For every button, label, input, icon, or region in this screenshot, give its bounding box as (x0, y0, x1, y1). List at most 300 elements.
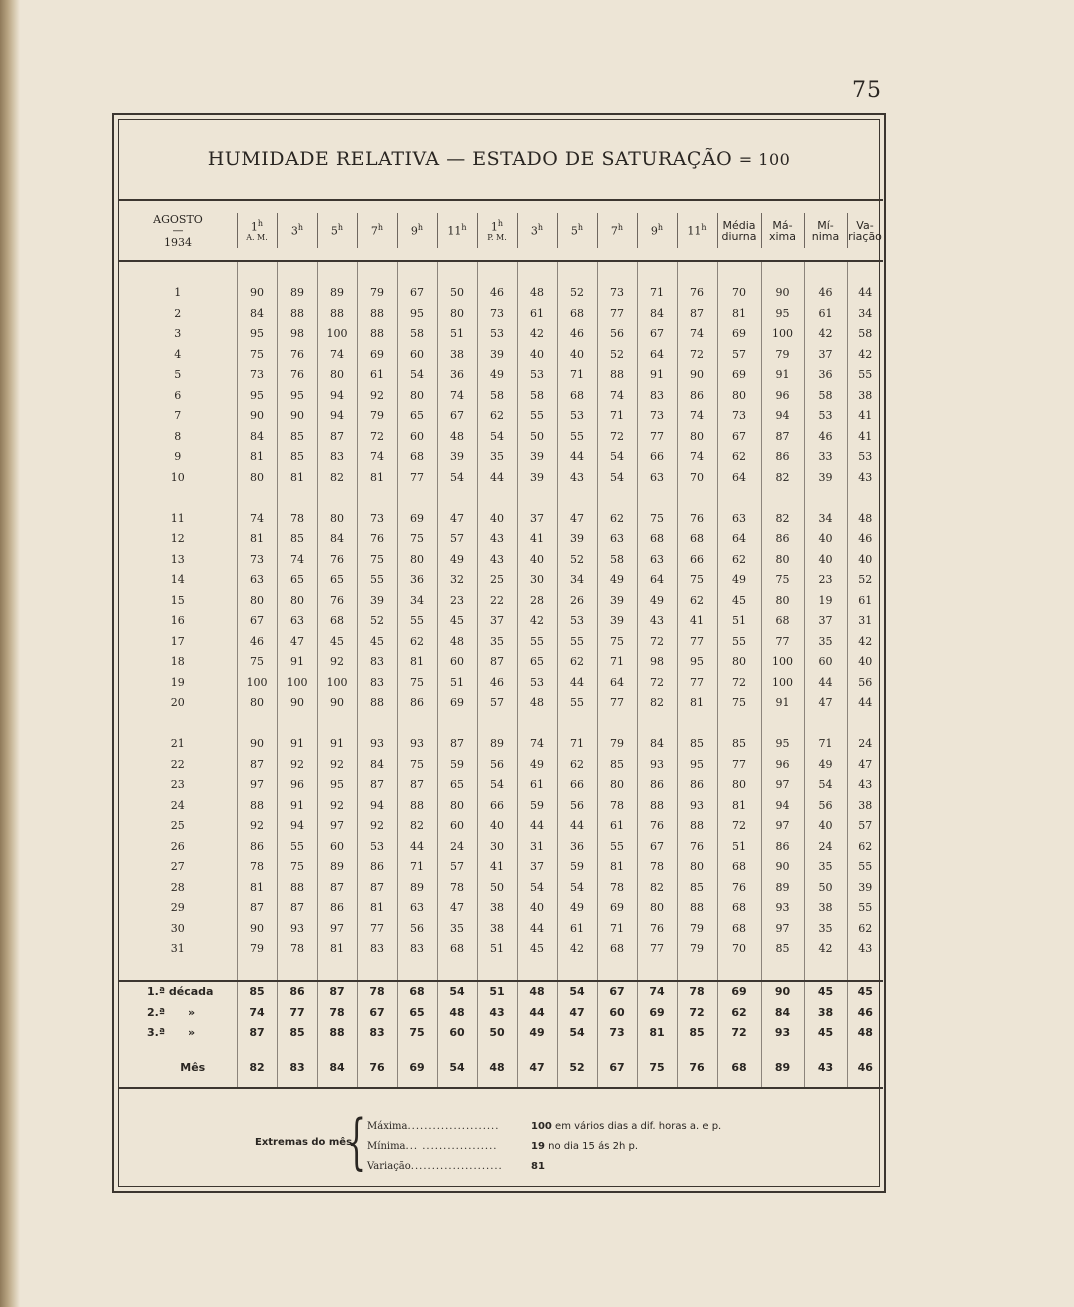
summary-rows (119, 981, 883, 1089)
spacer-cell (717, 959, 761, 981)
value-cell: 88 (237, 795, 277, 816)
value-cell: 86 (677, 775, 717, 796)
value-cell: 24 (804, 836, 847, 857)
summary-value: 54 (437, 1055, 477, 1079)
table-frame-inner (118, 119, 880, 1187)
header-hour-sup: h (701, 223, 707, 233)
value-cell: 62 (477, 406, 517, 427)
spacer-cell (357, 488, 397, 509)
value-cell: 45 (437, 611, 477, 632)
header-row (119, 200, 883, 261)
value-cell: 74 (677, 324, 717, 345)
value-cell: 42 (517, 324, 557, 345)
value-cell: 78 (277, 508, 317, 529)
value-cell: 80 (317, 508, 357, 529)
value-cell: 100 (761, 652, 804, 673)
value-cell: 39 (804, 467, 847, 488)
value-cell: 80 (637, 898, 677, 919)
table-row (119, 734, 883, 755)
value-cell: 77 (717, 754, 761, 775)
value-cell: 91 (277, 734, 317, 755)
spacer-cell (597, 1043, 637, 1055)
spacer-cell (437, 959, 477, 981)
value-cell: 39 (437, 447, 477, 468)
value-cell: 82 (637, 693, 677, 714)
value-cell: 42 (847, 631, 883, 652)
daily-rows (119, 261, 883, 981)
value-cell: 64 (637, 570, 677, 591)
value-cell: 53 (557, 611, 597, 632)
summary-row (119, 1023, 883, 1044)
value-cell: 82 (397, 816, 437, 837)
value-cell: 76 (277, 365, 317, 386)
value-cell: 54 (517, 877, 557, 898)
value-cell: 82 (317, 467, 357, 488)
value-cell: 92 (317, 652, 357, 673)
value-cell: 68 (597, 939, 637, 960)
value-cell: 46 (804, 283, 847, 304)
table-row (119, 836, 883, 857)
value-cell: 86 (637, 775, 677, 796)
value-cell: 41 (847, 406, 883, 427)
spacer-cell (237, 261, 277, 283)
header-col-3 (357, 200, 397, 261)
value-cell: 88 (357, 324, 397, 345)
value-cell: 79 (761, 344, 804, 365)
value-cell: 86 (397, 693, 437, 714)
day-cell: 14 (170, 573, 185, 587)
spacer-row (119, 1079, 883, 1088)
value-cell: 63 (597, 529, 637, 550)
spacer-cell (637, 713, 677, 734)
value-cell: 55 (847, 898, 883, 919)
value-cell: 87 (277, 898, 317, 919)
value-cell: 65 (397, 406, 437, 427)
value-cell: 87 (677, 303, 717, 324)
value-cell: 54 (477, 426, 517, 447)
value-cell: 56 (847, 672, 883, 693)
header-hour-number: 9 (650, 224, 658, 238)
day-cell: 25 (170, 819, 185, 833)
spacer-cell (717, 713, 761, 734)
value-cell: 40 (517, 898, 557, 919)
value-cell: 94 (317, 385, 357, 406)
summary-value: 45 (804, 1023, 847, 1044)
value-cell: 44 (517, 816, 557, 837)
value-cell: 92 (237, 816, 277, 837)
value-cell: 39 (517, 467, 557, 488)
value-cell: 68 (717, 857, 761, 878)
header-hour-number: 11 (447, 224, 462, 238)
table-row (119, 365, 883, 386)
value-cell: 93 (277, 918, 317, 939)
value-cell: 74 (277, 549, 317, 570)
value-cell: 87 (317, 877, 357, 898)
value-cell: 82 (637, 877, 677, 898)
value-cell: 95 (397, 303, 437, 324)
header-col-1 (277, 200, 317, 261)
value-cell: 39 (597, 611, 637, 632)
value-cell: 100 (317, 672, 357, 693)
spacer-cell (119, 959, 237, 981)
spacer-cell (277, 261, 317, 283)
value-cell: 51 (437, 324, 477, 345)
value-cell: 49 (717, 570, 761, 591)
value-cell: 84 (237, 426, 277, 447)
value-cell: 32 (437, 570, 477, 591)
value-cell: 30 (477, 836, 517, 857)
table-row (119, 406, 883, 427)
header-hour (397, 223, 437, 238)
value-cell: 89 (477, 734, 517, 755)
value-cell: 38 (847, 795, 883, 816)
spacer-cell (597, 261, 637, 283)
header-hour (637, 223, 677, 238)
spacer-cell (397, 713, 437, 734)
spacer-cell (677, 1043, 717, 1055)
spacer-cell (119, 1079, 237, 1088)
value-cell: 73 (637, 406, 677, 427)
table-frame (112, 113, 886, 1193)
value-cell: 91 (277, 795, 317, 816)
value-cell: 69 (597, 898, 637, 919)
value-cell: 68 (557, 303, 597, 324)
value-cell: 61 (517, 775, 557, 796)
month-extremes (119, 1107, 879, 1179)
value-cell: 60 (804, 652, 847, 673)
value-cell: 68 (397, 447, 437, 468)
spacer-cell (437, 713, 477, 734)
value-cell: 87 (317, 426, 357, 447)
value-cell: 62 (717, 549, 761, 570)
summary-value: 54 (557, 1023, 597, 1044)
table-row (119, 324, 883, 345)
day-cell: 3 (174, 327, 182, 341)
value-cell: 89 (397, 877, 437, 898)
value-cell: 43 (557, 467, 597, 488)
summary-value: 47 (557, 1002, 597, 1023)
value-cell: 38 (477, 918, 517, 939)
header-month-year (119, 200, 237, 261)
value-cell: 67 (717, 426, 761, 447)
extreme-value-2 (531, 1161, 545, 1172)
spacer-cell (557, 488, 597, 509)
extreme-dots: ...................... (410, 1161, 503, 1172)
value-cell: 93 (677, 795, 717, 816)
day-cell: 6 (174, 388, 182, 402)
value-cell: 89 (317, 857, 357, 878)
spacer-cell (277, 1079, 317, 1088)
value-cell: 38 (477, 898, 517, 919)
extreme-name: Mínima (367, 1141, 406, 1152)
summary-value: 73 (597, 1023, 637, 1044)
value-cell: 41 (517, 529, 557, 550)
value-cell: 35 (477, 631, 517, 652)
value-cell: 74 (317, 344, 357, 365)
extreme-note: em vários dias a dif. horas a. e p. (551, 1121, 722, 1132)
value-cell: 67 (237, 611, 277, 632)
value-cell: 98 (277, 324, 317, 345)
value-cell: 93 (397, 734, 437, 755)
value-cell: 80 (277, 590, 317, 611)
header-hour (677, 223, 717, 238)
value-cell: 85 (277, 447, 317, 468)
value-cell: 81 (357, 898, 397, 919)
summary-value: 84 (317, 1055, 357, 1079)
summary-value: 76 (677, 1055, 717, 1079)
value-cell: 53 (477, 324, 517, 345)
value-cell: 69 (437, 693, 477, 714)
spacer-cell (717, 1043, 761, 1055)
spacer-cell (557, 261, 597, 283)
summary-value: 77 (277, 1002, 317, 1023)
value-cell: 60 (317, 836, 357, 857)
value-cell: 61 (597, 816, 637, 837)
value-cell: 44 (557, 672, 597, 693)
value-cell: 71 (637, 283, 677, 304)
value-cell: 26 (557, 590, 597, 611)
value-cell: 86 (761, 529, 804, 550)
day-cell: 16 (170, 614, 185, 628)
extreme-row-2 (367, 1161, 507, 1172)
extreme-dots: ... .................. (405, 1141, 498, 1152)
summary-value: 87 (317, 981, 357, 1003)
value-cell: 54 (597, 467, 637, 488)
value-cell: 97 (317, 816, 357, 837)
spacer-cell (557, 959, 597, 981)
spacer-cell (237, 1079, 277, 1088)
extreme-number: 81 (531, 1161, 545, 1172)
value-cell: 45 (717, 590, 761, 611)
value-cell: 51 (717, 611, 761, 632)
spacer-cell (677, 959, 717, 981)
summary-value: 86 (277, 981, 317, 1003)
summary-value: 88 (317, 1023, 357, 1044)
value-cell: 71 (804, 734, 847, 755)
value-cell: 95 (237, 385, 277, 406)
value-cell: 55 (557, 693, 597, 714)
value-cell: 71 (557, 734, 597, 755)
value-cell: 44 (477, 467, 517, 488)
summary-value: 48 (847, 1023, 883, 1044)
day-cell: 7 (174, 409, 182, 423)
header-col-7 (517, 200, 557, 261)
header-hour-number: 9 (410, 224, 418, 238)
value-cell: 62 (677, 590, 717, 611)
value-cell: 79 (597, 734, 637, 755)
spacer-cell (477, 713, 517, 734)
value-cell: 87 (357, 775, 397, 796)
value-cell: 88 (277, 877, 317, 898)
value-cell: 88 (677, 816, 717, 837)
value-cell: 100 (237, 672, 277, 693)
value-cell: 48 (517, 693, 557, 714)
day-cell: 29 (170, 901, 185, 915)
extreme-value-0 (531, 1121, 721, 1132)
header-col-2 (317, 200, 357, 261)
summary-value: 65 (397, 1002, 437, 1023)
value-cell: 56 (557, 795, 597, 816)
value-cell: 55 (277, 836, 317, 857)
value-cell: 56 (804, 795, 847, 816)
value-cell: 100 (317, 324, 357, 345)
value-cell: 68 (437, 939, 477, 960)
extreme-note: no dia 15 ás 2h p. (544, 1141, 638, 1152)
summary-value: 69 (637, 1002, 677, 1023)
spacer-cell (804, 1043, 847, 1055)
spacer-cell (357, 261, 397, 283)
spacer-cell (847, 488, 883, 509)
value-cell: 39 (557, 529, 597, 550)
header-hour-number: 3 (290, 224, 298, 238)
value-cell: 44 (557, 816, 597, 837)
day-cell: 21 (170, 737, 185, 751)
spacer-cell (357, 713, 397, 734)
value-cell: 76 (717, 877, 761, 898)
summary-value: 43 (477, 1002, 517, 1023)
spacer-cell (804, 713, 847, 734)
value-cell: 78 (437, 877, 477, 898)
day-cell: 4 (174, 347, 182, 361)
value-cell: 75 (277, 857, 317, 878)
summary-value: 81 (637, 1023, 677, 1044)
value-cell: 49 (517, 754, 557, 775)
value-cell: 43 (477, 549, 517, 570)
value-cell: 24 (847, 734, 883, 755)
value-cell: 72 (637, 672, 677, 693)
day-cell: 27 (170, 860, 185, 874)
summary-value: 75 (637, 1055, 677, 1079)
value-cell: 68 (317, 611, 357, 632)
spacer-cell (677, 261, 717, 283)
summary-value: 83 (277, 1055, 317, 1079)
value-cell: 52 (357, 611, 397, 632)
value-cell: 58 (847, 324, 883, 345)
value-cell: 88 (357, 303, 397, 324)
value-cell: 52 (597, 344, 637, 365)
value-cell: 91 (317, 734, 357, 755)
value-cell: 80 (397, 549, 437, 570)
value-cell: 55 (847, 365, 883, 386)
value-cell: 58 (517, 385, 557, 406)
page-number: 75 (852, 78, 882, 103)
value-cell: 49 (437, 549, 477, 570)
value-cell: 34 (557, 570, 597, 591)
spacer-cell (357, 1043, 397, 1055)
value-cell: 91 (637, 365, 677, 386)
spacer-cell (119, 1043, 237, 1055)
value-cell: 44 (804, 672, 847, 693)
value-cell: 44 (517, 918, 557, 939)
header-year: 1934 (164, 235, 192, 249)
value-cell: 86 (761, 447, 804, 468)
value-cell: 44 (397, 836, 437, 857)
value-cell: 70 (717, 939, 761, 960)
value-cell: 89 (277, 283, 317, 304)
value-cell: 81 (357, 467, 397, 488)
extreme-number: 100 (531, 1121, 552, 1132)
summary-value: 69 (717, 981, 761, 1003)
summary-value: 68 (397, 981, 437, 1003)
value-cell: 56 (397, 918, 437, 939)
value-cell: 74 (677, 406, 717, 427)
value-cell: 34 (397, 590, 437, 611)
value-cell: 58 (597, 549, 637, 570)
value-cell: 52 (847, 570, 883, 591)
value-cell: 77 (637, 426, 677, 447)
value-cell: 85 (277, 426, 317, 447)
value-cell: 88 (357, 693, 397, 714)
value-cell: 63 (277, 611, 317, 632)
value-cell: 66 (557, 775, 597, 796)
value-cell: 74 (597, 385, 637, 406)
value-cell: 23 (437, 590, 477, 611)
summary-value: 48 (477, 1055, 517, 1079)
day-cell: 18 (170, 655, 185, 669)
value-cell: 75 (677, 570, 717, 591)
header-col-9 (597, 200, 637, 261)
spacer-cell (717, 488, 761, 509)
value-cell: 19 (804, 590, 847, 611)
value-cell: 80 (237, 693, 277, 714)
value-cell: 68 (677, 529, 717, 550)
day-cell: 20 (170, 696, 185, 710)
value-cell: 75 (237, 344, 277, 365)
value-cell: 63 (637, 467, 677, 488)
value-cell: 70 (677, 467, 717, 488)
summary-value: 76 (357, 1055, 397, 1079)
value-cell: 81 (237, 529, 277, 550)
spacer-cell (277, 1043, 317, 1055)
value-cell: 76 (317, 549, 357, 570)
value-cell: 88 (317, 303, 357, 324)
value-cell: 80 (761, 549, 804, 570)
value-cell: 90 (237, 406, 277, 427)
spacer-cell (397, 1043, 437, 1055)
header-month: AGOSTO (153, 212, 203, 226)
value-cell: 25 (477, 570, 517, 591)
table-row (119, 303, 883, 324)
table-row (119, 344, 883, 365)
value-cell: 92 (317, 754, 357, 775)
value-cell: 47 (847, 754, 883, 775)
value-cell: 75 (397, 529, 437, 550)
header-col-10 (637, 200, 677, 261)
header-hour (517, 223, 557, 238)
value-cell: 47 (437, 898, 477, 919)
value-cell: 92 (277, 754, 317, 775)
value-cell: 89 (761, 877, 804, 898)
summary-value: 84 (761, 1002, 804, 1023)
summary-value: 90 (761, 981, 804, 1003)
value-cell: 73 (717, 406, 761, 427)
value-cell: 78 (637, 857, 677, 878)
value-cell: 80 (761, 590, 804, 611)
table-row (119, 467, 883, 488)
summary-value: 48 (517, 981, 557, 1003)
value-cell: 61 (517, 303, 557, 324)
value-cell: 46 (804, 426, 847, 447)
value-cell: 49 (597, 570, 637, 591)
header-col-5 (437, 200, 477, 261)
value-cell: 72 (597, 426, 637, 447)
summary-value: 85 (277, 1023, 317, 1044)
header-label-line1: Média (722, 218, 756, 232)
value-cell: 90 (677, 365, 717, 386)
value-cell: 45 (357, 631, 397, 652)
spacer-cell (397, 261, 437, 283)
value-cell: 83 (357, 652, 397, 673)
